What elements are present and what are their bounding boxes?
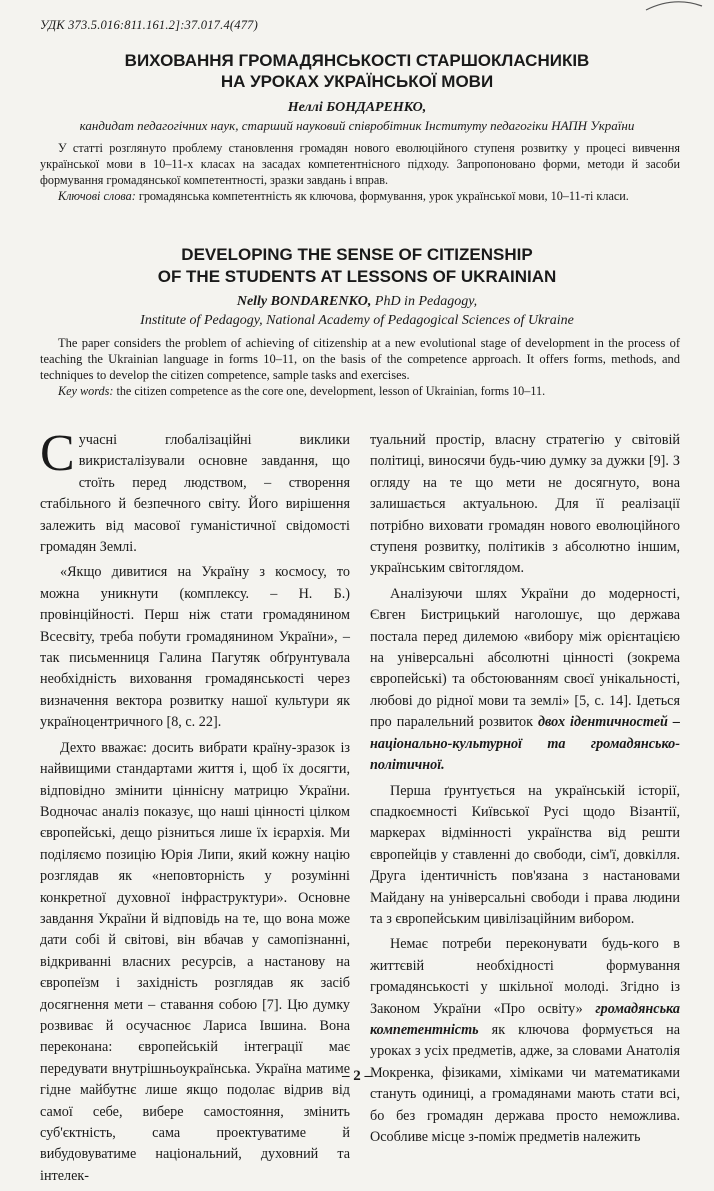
paragraph-5-emphasis: двох ідентичностей – національно-культурної та громадянсько-політичної. (370, 714, 680, 774)
title-en-line-1: DEVELOPING THE SENSE OF CITIZENSHIP (181, 245, 533, 264)
paragraph-5-text: Аналізуючи шлях України до модерності, Євген Бистрицький наголошує, що держава постала перед дилемою «вибору між орієнтацією на універсальні абсолютні цінності (зокрема європейські) та обстоюванням своєї унікальності, любові до рідної мови та землі» [5, с. 14]. Ідеться про паралельний розвиток (370, 585, 680, 731)
keywords-ua (40, 188, 680, 204)
paragraph-3: Дехто вважає: досить вибрати країну-зразок із найвищими стандартами життя і, щоб їх досягти, відповідно змінити ціннісну матрицю України. Водночас аналіз показує, що наші цінності цілком європейські, дещо різниться лише їх ієрархія. Ми поділяємо позицію Юрія Липи, який кожну націю розглядав як «неповторність у розумінні конкретної духовної інфраструктури». Основне завдання України й відповідь на те, що вона може дати собі й світові, він вбачав у самопізнанні, відкриванні власних ресурсів, а настанову на європеїзм і західність розглядав як засіб досягнення мети – ставання собою [7]. Цю думку розвиває й осучаснює Лариса Івшина. Вона переконана: європейській інтеграції має передувати внутрішньоукраїнська. Україна матиме гідне майбутнє лише якщо подолає відрив від самої себе, вибере самостояння, змінить суб'єктність, сама проектуватиме й вибудовуватиме національний, духовний та інтелек- (40, 739, 350, 1184)
page-number: – 2 – (342, 1068, 372, 1084)
paragraph-6: Перша ґрунтується на українській історії, спадкоємності Київської Русі щодо Візантії, маркерах відмінності українства від решти європейців у ставленні до свободи, сім'ї, довкілля. Друга ідентичність пов'язана з настановами Майдану на універсальні свободи і права людини та з європейським цивілізаційним вибором. (370, 782, 680, 927)
author-ua: Неллі БОНДАРЕНКО, (287, 100, 427, 115)
paragraph-4: туальний простір, власну стратегію у світовій політиці, виносячи будь-чию думку за дужки [9]. З огляду на те що мети не досягнуто, вона залишається актуальною. Для її реалізації потрібно виховати громадян нового еволюційного ступеня розвитку, політиків з абсолютно іншим, українським світоглядом. (370, 432, 680, 577)
paragraph-7-emphasis: громадянська компетентність (370, 1000, 680, 1038)
corner-ornament (644, 0, 704, 12)
abstract-ua: У статті розглянуто проблему становлення громадян нового еволюційного ступеня розвитку у процесі вивчення української мови в 10–11-х класах на засадах компетентнісного підходу. Запропоновано форми, методи й засоби формування громадянської компетентності, зразки завдань і вправ. (40, 141, 680, 187)
title-ua-line-2: НА УРОКАХ УКРАЇНСЬКОЇ МОВИ (220, 72, 494, 91)
affiliation-ua: кандидат педагогічних наук, старший науковий співробітник Інституту педагогіки НАПН України (79, 118, 635, 133)
keywords-en (40, 383, 680, 399)
paragraph-7-text-a: Немає потреби переконувати будь-кого в життєвій необхідності формування громадянськості у шкільної молоді. Згідно із Законом України «Про освіту» (370, 936, 680, 1017)
author-en-degree: PhD in Pedagogy, (374, 294, 478, 309)
paragraph-1-text: учасні глобалізаційні виклики викристалізували основне завдання, що стоїть перед людством, – створення стабільного й безпечного світу. Його вирішення залежить від масової гуманістичної свідомості громадян Землі. (40, 432, 350, 556)
keywords-ua-label: Ключові слова: (58, 189, 136, 203)
abstract-en: The paper considers the problem of achieving of citizenship at a new evolutional stage of development in the process of teaching the Ukrainian language in forms 10–11, on the basis of the competence approach. It offers forms, methods, and techniques to develop the citizen competence, sample tasks and exercises. (40, 336, 680, 382)
title-en-line-2: OF THE STUDENTS AT LESSONS OF UKRAINIAN (157, 267, 557, 286)
author-en-name: Nelly BONDARENKO, (236, 294, 372, 309)
paragraph-7 (370, 934, 680, 1148)
author-en (0, 294, 714, 310)
paragraph-5 (370, 584, 680, 777)
title-ua-line-1: ВИХОВАННЯ ГРОМАДЯНСЬКОСТІ СТАРШОКЛАСНИКІВ (124, 51, 590, 70)
body-column-right (370, 430, 680, 1152)
keywords-en-label: Key words: (58, 384, 114, 398)
keywords-ua-text: громадянська компетентність як ключова, формування, урок української мови, 10–11-ті класи. (138, 189, 629, 203)
paragraph-1 (40, 425, 350, 558)
drop-cap: С (40, 425, 75, 482)
affiliation-en: Institute of Pedagogy, National Academy of Pedagogical Sciences of Ukraine (140, 313, 574, 328)
udc-code: УДК 373.5.016:811.161.2]:37.017.4(477) (40, 18, 258, 32)
paragraph-7-text-c: як ключова формується на уроках з усіх предметів, адже, за словами Анатолія Мокренка, фізиками, хіміками чи математиками стануть одиниці, а громадянами мають стати всі, бо без громадян держава просто неможлива. Особливе місце з-поміж предметів належить (370, 1021, 680, 1145)
paragraph-2: «Якщо дивитися на Україну з космосу, то можна уникнути (комплексу. – Н. Б.) провінційності. Перш ніж стати громадянином Всесвіту, треба побути громадянином України», – так письменниця Галина Пагутяк обґрунтувала необхідність виховання громадянськості через визначення вектора розвитку нашої культури як україноцентричного [8, с. 22]. (40, 564, 350, 731)
keywords-en-text: the citizen competence as the core one, development, lesson of Ukrainian, forms 10–11. (116, 384, 546, 398)
